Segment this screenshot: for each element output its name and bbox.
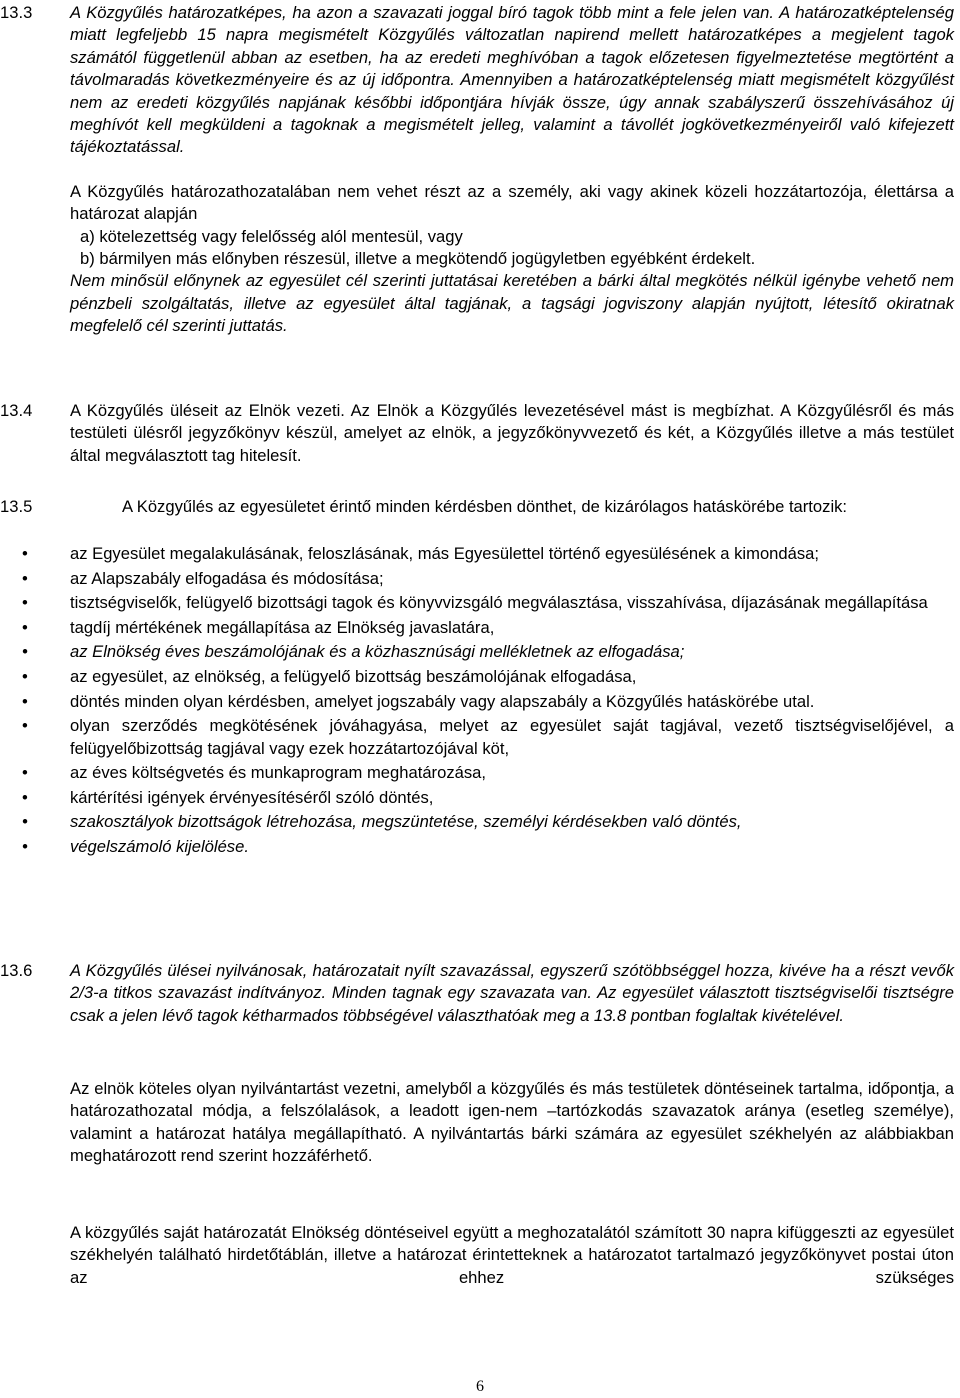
- list-item: • az egyesület, az elnökség, a felügyelő bizottság beszámolójának elfogadása,: [0, 666, 954, 688]
- bullet-icon: •: [22, 642, 28, 662]
- section-number: 13.3: [0, 3, 33, 22]
- section-body: [70, 400, 954, 467]
- bullet-icon: •: [22, 763, 28, 783]
- section-number: 13.5: [0, 497, 33, 516]
- page-number: 6: [476, 1378, 484, 1395]
- bullet-icon: •: [22, 617, 28, 637]
- bullet-icon: •: [22, 568, 28, 588]
- exclusion-paragraph: A Közgyűlés határozathozatalában nem vehet részt az a személy, aki vagy akinek közeli hozzátartozója, élettársa a határozat alapján: [70, 181, 954, 224]
- list-item: • az éves költségvetés és munkaprogram meghatározása,: [0, 762, 954, 784]
- list-item: • szakosztályok bizottságok létrehozása, megszüntetése, személyi kérdésekben való döntés,: [0, 811, 954, 833]
- bullet-icon: •: [22, 666, 28, 686]
- list-item: • az Egyesület megalakulásának, feloszlásának, más Egyesülettel történő egyesülésének a kimondása;: [0, 543, 954, 565]
- bullet-icon: •: [22, 593, 28, 613]
- benefit-paragraph: Nem minősül előnynek az egyesület cél szerinti juttatásai keretében a bárki által megkötés nélkül igénybe vehető nem pénzbeli szolgáltatás, illetve az egyesület által tagjának, a tagsági jogviszony alapján nyújtott, létesítő okiratnak megfelelő cél szerinti juttatás.: [70, 271, 954, 336]
- section-body: [70, 496, 954, 518]
- section-number: 13.6: [0, 961, 33, 980]
- list-item: • döntés minden olyan kérdésben, amelyet jogszabály vagy alapszabály a Közgyűlés hatáskörébe utal.: [0, 691, 954, 713]
- quorum-paragraph: A Közgyűlés határozatképes, ha azon a szavazati joggal bíró tagok több mint a fele jelen van. A határozatképtelenség miatt legfeljebb 15 napra megismételt Közgyűlés változatlan napirend mellett határozatképes a megjelent tagok számától függetlenül abban az esetben, ha az eredeti meghívóban a tagok előzetesen figyelmeztetése megtörtént a távolmaradás következményeire és az új időpontra. Amennyiben a határozatképtelenség miatt megismételt közgyűlést nem az eredeti közgyűlés napjának későbbi időpontjára hívják össze, úgy annak szabályszerű összehívásához új meghívót kell megküldeni a tagoknak a megismételt jelleg, valamint a távollét jogkövetkezményeiről való kifejezett tájékoztatással.: [70, 3, 954, 157]
- bullet-icon: •: [22, 787, 28, 807]
- competence-intro: A Közgyűlés az egyesületet érintő minden kérdésben dönthet, de kizárólagos hatáskörébe tartozik:: [122, 497, 848, 516]
- list-item: • az Alapszabály elfogadása és módosítása;: [0, 568, 954, 590]
- bullet-icon: •: [22, 544, 28, 563]
- section-body: [70, 960, 954, 1027]
- register-paragraph: Az elnök köteles olyan nyilvántartást vezetni, amelyből a közgyűlés és más testületek döntéseinek tartalma, időpontja, a határozathozatal módja, a felszólalások, a leadott igen-nem –tartózkodás szavazatok aránya (esetleg személye), valamint a határozat hatálya megállapítható. A nyilvántartás bárki számára az egyesület székhelyén az alábbiakban meghatározott rend szerint hozzáférhető.: [70, 1079, 954, 1166]
- exclusion-item-a: a) kötelezettség vagy felelősség alól mentesül, vagy: [80, 226, 463, 246]
- chair-paragraph: A Közgyűlés üléseit az Elnök vezeti. Az Elnök a Közgyűlés levezetésével mást is megbízhat. A Közgyűlésről és más testületi ülésről jegyzőkönyv készül, amelyet az elnök, a jegyzőkönyvvezető és két, a Közgyűlés illetve a más testület által megválasztott tag hitelesít.: [70, 401, 954, 465]
- list-item: • kártérítési igények érvényesítéséről szóló döntés,: [0, 787, 954, 809]
- list-item: • tisztségviselők, felügyelő bizottsági tagok és könyvvizsgáló megválasztása, visszahívása, díjazásának megállapítása: [0, 592, 954, 614]
- bullet-icon: •: [22, 691, 28, 711]
- bullet-icon: •: [22, 716, 28, 736]
- notice-paragraph: A közgyűlés saját határozatát Elnökség döntéseivel együtt a meghozatalától számított 30 napra kifüggeszti az egyesület székhelyén található hirdetőtáblán, illetve a határozat érintetteknek a határozatot tartalmazó jegyzőkönyvet postai úton az ehhez szükséges: [70, 1223, 954, 1287]
- section-number: 13.4: [0, 401, 33, 420]
- section-body: [70, 2, 954, 338]
- publicity-paragraph: A Közgyűlés ülései nyilvánosak, határozatait nyílt szavazással, egyszerű szótöbbséggel hozza, kivéve ha a részt vevők 2/3-a titkos szavazást indítványoz. Minden tagnak egy szavazata van. Az egyesület választott tisztségviselői tisztségre csak a jelen lévő tagok kétharmados többségével választhatóak meg a 13.8 pontban foglaltak kivételével.: [70, 961, 954, 1025]
- competence-list: [0, 543, 954, 861]
- section-body: [70, 1078, 954, 1168]
- list-item: • olyan szerződés megkötésének jóváhagyása, melyet az egyesület saját tagjával, vezető tisztségviselőjével, a felügyelőbizottság tagjával vagy ezek hozzátartozójával köt,: [22, 716, 954, 758]
- list-item: • tagdíj mértékének megállapítása az Elnökség javaslatára,: [0, 617, 954, 639]
- list-item: • végelszámoló kijelölése.: [0, 836, 954, 858]
- bullet-icon: •: [22, 812, 28, 832]
- exclusion-item-b: b) bármilyen más előnyben részesül, illetve a megkötendő jogügyletben egyébként érdekelt.: [80, 249, 756, 269]
- list-item: • az Elnökség éves beszámolójának és a közhasznúsági mellékletnek az elfogadása;: [0, 641, 954, 663]
- section-body: [70, 1222, 954, 1289]
- bullet-icon: •: [22, 836, 28, 856]
